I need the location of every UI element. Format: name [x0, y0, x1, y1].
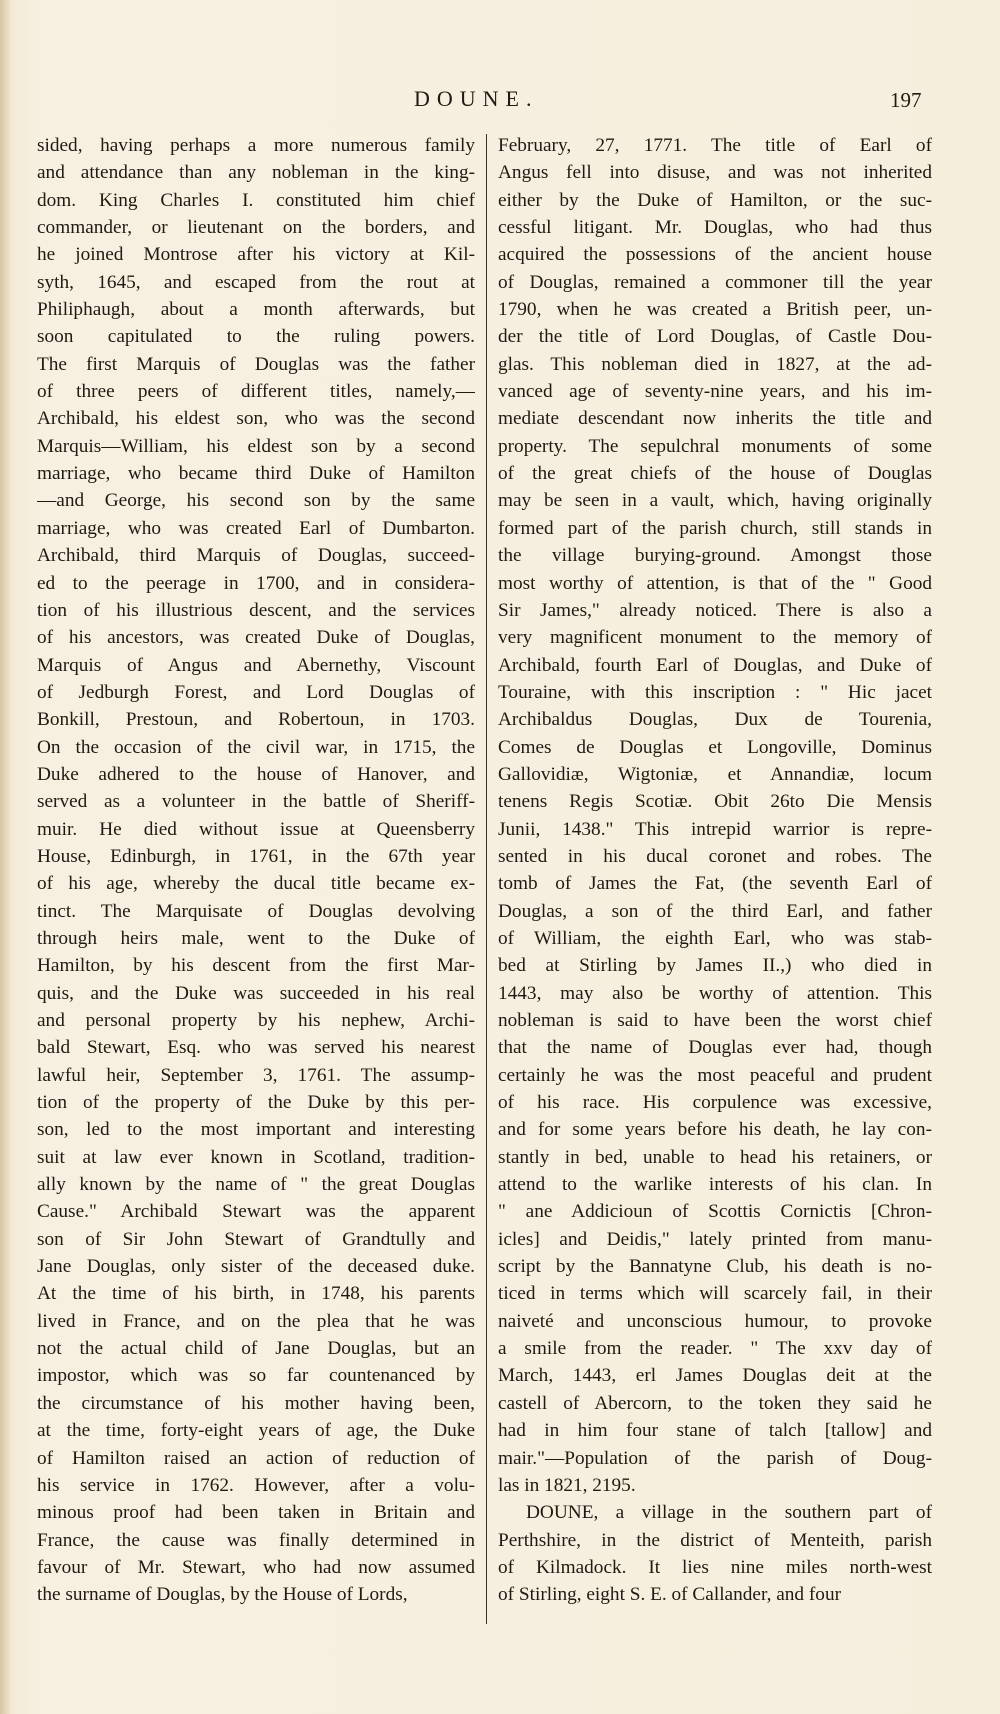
- text-line: of Stirling, eight S. E. of Callander, and four: [498, 1584, 842, 1606]
- text-line: DOUNE, a village in the southern part of: [526, 1502, 932, 1524]
- text-line: vanced age of seventy-nine years, and his im-: [498, 381, 932, 403]
- page-number: 197: [890, 88, 922, 112]
- text-line: Marquis—William, his eldest son by a second: [37, 435, 475, 457]
- text-line: Duke adhered to the house of Hanover, and: [37, 763, 475, 785]
- text-line: muir. He died without issue at Queensberry: [37, 818, 475, 840]
- text-line: 1790, when he was created a British peer, un-: [498, 299, 932, 321]
- text-line: minous proof had been taken in Britain and: [37, 1502, 475, 1524]
- text-line: Gallovidiæ, Wigtoniæ, et Annandiæ, locum: [498, 763, 932, 785]
- text-line: had in him four stane of talch [tallow] and: [498, 1420, 932, 1442]
- text-line: February, 27, 1771. The title of Earl of: [498, 135, 932, 156]
- text-line: Hamilton, by his descent from the first Mar-: [37, 955, 475, 977]
- text-line: mediate descendant now inherits the title and: [498, 408, 932, 430]
- text-line: cessful litigant. Mr. Douglas, who had thus: [498, 217, 932, 239]
- text-line: his service in 1762. However, after a volu-: [37, 1474, 475, 1496]
- text-line: impostor, which was so far countenanced by: [37, 1365, 475, 1387]
- text-line: ally known by the name of " the great Douglas: [37, 1174, 475, 1196]
- text-line: marriage, who became third Duke of Hamilton: [37, 463, 475, 485]
- text-line: Philiphaugh, about a month afterwards, but: [37, 299, 475, 321]
- text-line: of Jedburgh Forest, and Lord Douglas of: [37, 681, 475, 703]
- text-line: may be seen in a vault, which, having originally: [498, 490, 932, 512]
- text-line: Jane Douglas, only sister of the deceased duke.: [37, 1256, 475, 1278]
- text-line: very magnificent monument to the memory of: [498, 627, 932, 649]
- text-line: the circumstance of his mother having been,: [37, 1392, 475, 1414]
- text-line: Junii, 1438." This intrepid warrior is repre-: [498, 818, 932, 840]
- text-line: Archibaldus Douglas, Dux de Tourenia,: [498, 709, 932, 731]
- text-line: tenens Regis Scotiæ. Obit 26to Die Mensis: [498, 791, 932, 813]
- running-title: DOUNE.: [414, 86, 539, 111]
- text-line: naiveté and unconscious humour, to provoke: [498, 1310, 932, 1332]
- text-line: —and George, his second son by the same: [37, 490, 475, 512]
- text-line: marriage, who was created Earl of Dumbarton.: [37, 517, 475, 539]
- text-line: script by the Bannatyne Club, his death is no-: [498, 1256, 932, 1278]
- text-line: dom. King Charles I. constituted him chief: [37, 189, 475, 211]
- text-line: mair."—Population of the parish of Doug-: [498, 1447, 932, 1469]
- text-line: der the title of Lord Douglas, of Castle Dou-: [498, 326, 932, 348]
- text-line: sented in his ducal coronet and robes. The: [498, 845, 932, 867]
- text-line: House, Edinburgh, in 1761, in the 67th year: [37, 845, 475, 867]
- text-line: property. The sepulchral monuments of some: [498, 435, 932, 457]
- text-line: At the time of his birth, in 1748, his parents: [37, 1283, 475, 1305]
- text-line: of William, the eighth Earl, who was stab-: [498, 927, 932, 949]
- text-line: tinct. The Marquisate of Douglas devolving: [37, 900, 475, 922]
- right-text-column: [498, 132, 932, 1609]
- text-line: at the time, forty-eight years of age, the Duke: [37, 1420, 475, 1442]
- text-line: tion of the property of the Duke by this per-: [37, 1092, 475, 1114]
- text-line: bed at Stirling by James II.,) who died in: [498, 955, 932, 977]
- text-line: Archibald, third Marquis of Douglas, succeed-: [37, 545, 475, 567]
- text-line: castell of Abercorn, to the token they said he: [498, 1392, 932, 1414]
- text-line: acquired the possessions of the ancient house: [498, 244, 932, 266]
- text-line: of Douglas, remained a commoner till the year: [498, 271, 932, 293]
- text-line: tion of his illustrious descent, and the services: [37, 599, 475, 621]
- text-line: Archibald, fourth Earl of Douglas, and Duke of: [498, 654, 932, 676]
- text-line: Douglas, a son of the third Earl, and father: [498, 900, 932, 922]
- text-line: attend to the warlike interests of his clan. In: [498, 1174, 932, 1196]
- text-line: through heirs male, went to the Duke of: [37, 927, 475, 949]
- text-line: The first Marquis of Douglas was the father: [37, 353, 475, 375]
- text-line: the village burying-ground. Amongst those: [498, 545, 932, 567]
- text-line: syth, 1645, and escaped from the rout at: [37, 271, 475, 293]
- text-line: stantly in bed, unable to head his retainers, or: [498, 1146, 932, 1168]
- text-line: On the occasion of the civil war, in 1715, the: [37, 736, 475, 758]
- text-line: favour of Mr. Stewart, who had now assumed: [37, 1556, 475, 1578]
- text-line: son of Sir John Stewart of Grandtully and: [37, 1228, 475, 1250]
- text-line: ticed in terms which will scarcely fail, in their: [498, 1283, 932, 1305]
- running-head: [0, 86, 1000, 122]
- text-line: Bonkill, Prestoun, and Robertoun, in 1703.: [37, 709, 475, 731]
- text-line: of his race. His corpulence was excessive,: [498, 1092, 932, 1114]
- text-line: a smile from the reader. " The xxv day of: [498, 1338, 932, 1360]
- text-line: suit at law ever known in Scotland, tradition-: [37, 1146, 475, 1168]
- text-line: Marquis of Angus and Abernethy, Viscount: [37, 654, 475, 676]
- page-binding-edge: [0, 0, 10, 1714]
- text-line: of his age, whereby the ducal title became ex-: [37, 873, 475, 895]
- text-line: of three peers of different titles, namely,—: [37, 381, 475, 403]
- column-divider: [486, 134, 487, 1624]
- text-line: Cause." Archibald Stewart was the apparent: [37, 1201, 475, 1223]
- left-text-column: [37, 132, 475, 1609]
- text-line: of the great chiefs of the house of Douglas: [498, 463, 932, 485]
- text-line: served as a volunteer in the battle of Sheriff-: [37, 791, 475, 813]
- text-line: that the name of Douglas ever had, though: [498, 1037, 932, 1059]
- text-line: either by the Duke of Hamilton, or the suc-: [498, 189, 932, 211]
- text-line: France, the cause was finally determined in: [37, 1529, 475, 1551]
- text-line: formed part of the parish church, still stands in: [498, 517, 932, 539]
- text-line: of his ancestors, was created Duke of Douglas,: [37, 627, 475, 649]
- text-line: March, 1443, erl James Douglas deit at the: [498, 1365, 932, 1387]
- text-line: of Kilmadock. It lies nine miles north-west: [498, 1556, 932, 1578]
- text-line: lawful heir, September 3, 1761. The assump-: [37, 1064, 475, 1086]
- text-line: Sir James," already noticed. There is also a: [498, 599, 932, 621]
- text-line: icles] and Deidis," lately printed from manu-: [498, 1228, 932, 1250]
- text-line: Perthshire, in the district of Menteith, parish: [498, 1529, 932, 1551]
- text-line: son, led to the most important and interesting: [37, 1119, 475, 1141]
- text-line: the surname of Douglas, by the House of Lords,: [37, 1584, 408, 1606]
- text-line: he joined Montrose after his victory at Kil-: [37, 244, 475, 266]
- text-line: Archibald, his eldest son, who was the second: [37, 408, 475, 430]
- text-line: certainly he was the most peaceful and prudent: [498, 1064, 932, 1086]
- text-line: las in 1821, 2195.: [498, 1474, 636, 1496]
- text-line: Comes de Douglas et Longoville, Dominus: [498, 736, 932, 758]
- text-line: of Hamilton raised an action of reduction of: [37, 1447, 475, 1469]
- text-line: and attendance than any nobleman in the king-: [37, 162, 475, 184]
- text-line: commander, or lieutenant on the borders, and: [37, 217, 475, 239]
- text-line: 1443, may also be worthy of attention. This: [498, 982, 932, 1004]
- text-line: bald Stewart, Esq. who was served his nearest: [37, 1037, 475, 1059]
- text-line: tomb of James the Fat, (the seventh Earl of: [498, 873, 932, 895]
- text-line: not the actual child of Jane Douglas, but an: [37, 1338, 475, 1360]
- text-line: and for some years before his death, he lay con-: [498, 1119, 932, 1141]
- text-line: lived in France, and on the plea that he was: [37, 1310, 475, 1332]
- text-line: ed to the peerage in 1700, and in considera-: [37, 572, 475, 594]
- text-line: nobleman is said to have been the worst chief: [498, 1010, 932, 1031]
- text-line: soon capitulated to the ruling powers.: [37, 326, 475, 348]
- text-line: and personal property by his nephew, Archi-: [37, 1010, 475, 1031]
- text-line: quis, and the Duke was succeeded in his real: [37, 982, 475, 1004]
- text-line: Angus fell into disuse, and was not inherited: [498, 162, 932, 184]
- text-line: most worthy of attention, is that of the " Good: [498, 572, 932, 594]
- text-line: sided, having perhaps a more numerous family: [37, 135, 475, 156]
- text-line: " ane Addicioun of Scottis Cornictis [Chron-: [498, 1201, 932, 1223]
- text-line: glas. This nobleman died in 1827, at the ad-: [498, 353, 932, 375]
- text-line: Touraine, with this inscription : " Hic jacet: [498, 681, 932, 703]
